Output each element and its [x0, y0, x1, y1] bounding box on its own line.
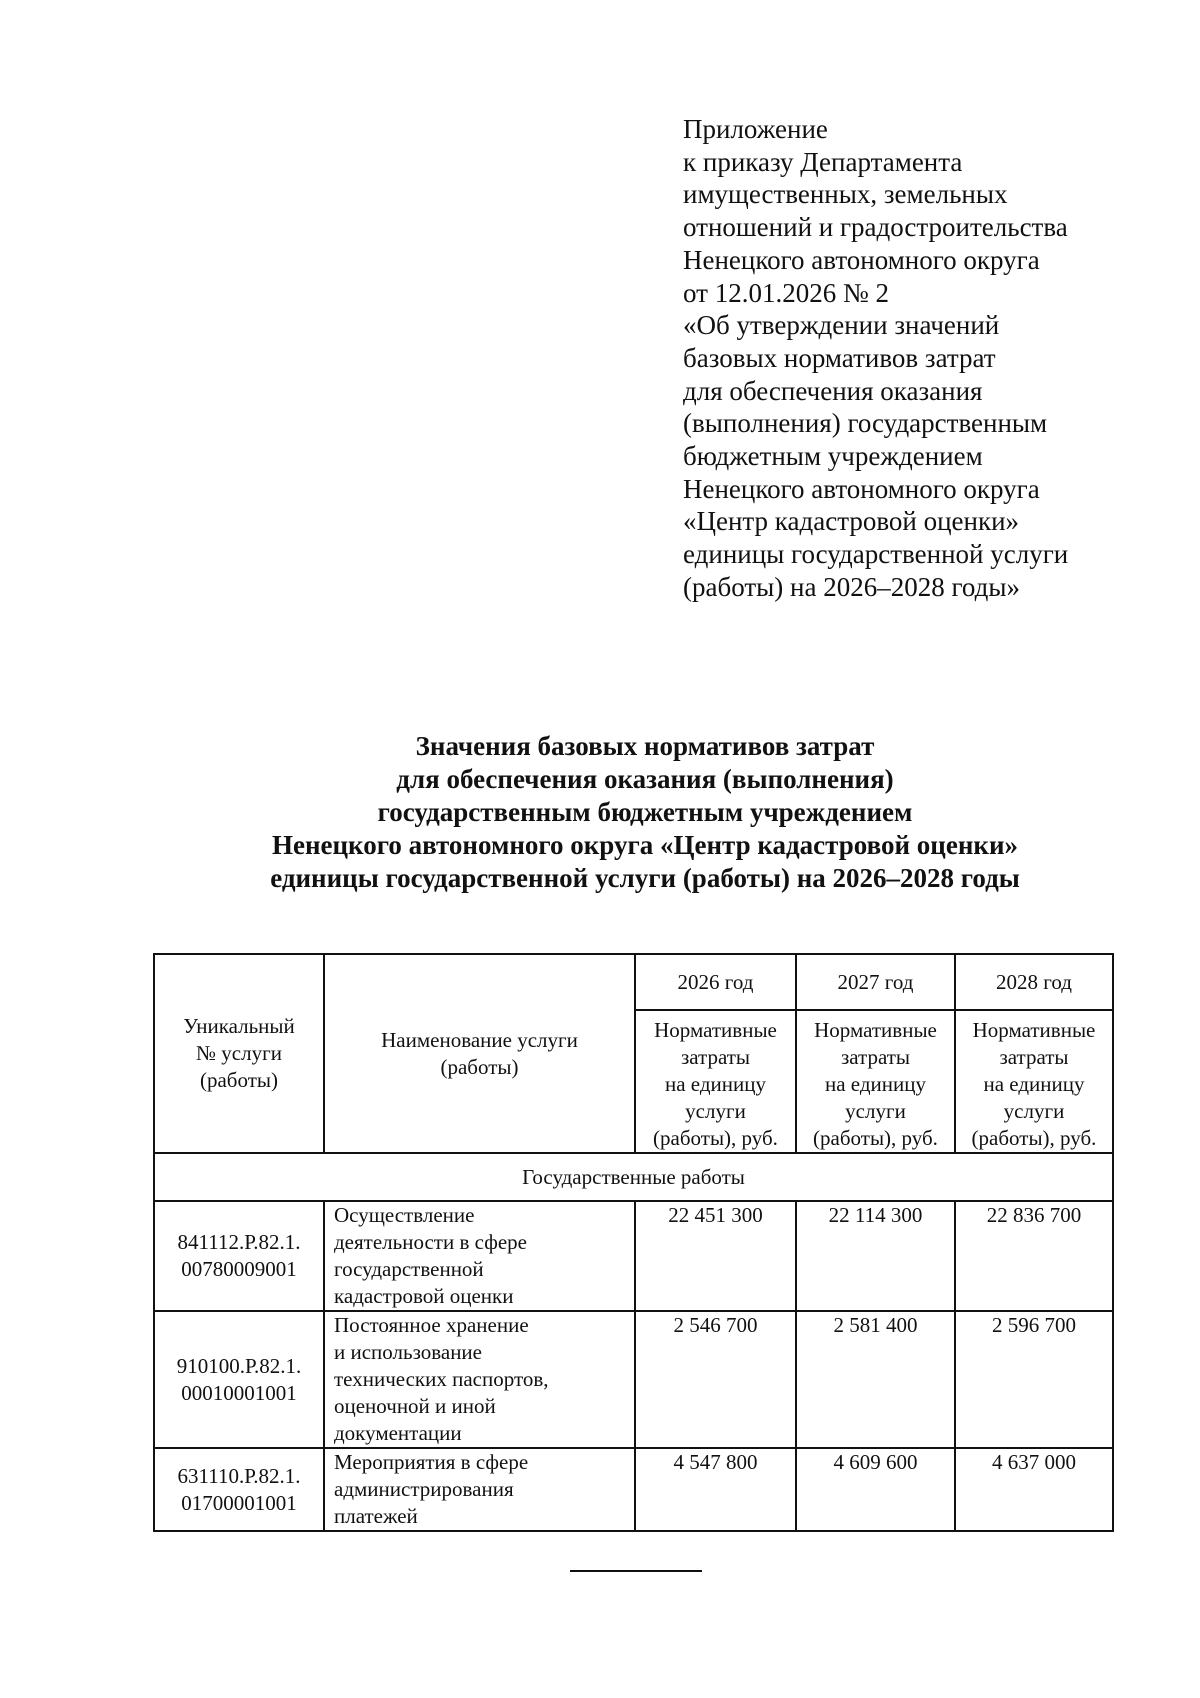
service-name-cell: [324, 1201, 635, 1311]
section-title: Государственные работы: [154, 1153, 1113, 1201]
service-code-line: 841112.Р.82.1.: [177, 1230, 301, 1254]
service-name-line: администрирования: [334, 1477, 514, 1501]
service-code-line: 00010001001: [181, 1380, 297, 1405]
header-norm-line: затраты: [840, 1045, 911, 1069]
service-name-line: оценочной и иной: [334, 1394, 496, 1418]
service-code-cell: [154, 1311, 324, 1448]
appendix-line: Ненецкого автономного округа: [683, 244, 1040, 275]
appendix-line: для обеспечения оказания: [683, 375, 983, 406]
service-name-line: платежей: [334, 1504, 418, 1528]
service-name-cell: [324, 1448, 635, 1531]
service-code-line: 01700001001: [181, 1490, 297, 1515]
service-name-line: государственной: [334, 1257, 484, 1281]
header-norm-line: (работы), руб.: [653, 1126, 778, 1150]
service-name-line: Мероприятия в сфере: [334, 1450, 529, 1474]
header-norm-line: Нормативные: [972, 1018, 1096, 1042]
table-header-row: [154, 954, 1113, 1010]
header-norm-line: затраты: [999, 1045, 1069, 1069]
service-name-line: и использование: [334, 1340, 482, 1364]
header-code-cell: [154, 954, 324, 1153]
header-norm-cell: [635, 1010, 796, 1153]
service-code-cell: [154, 1448, 324, 1531]
service-name-line: Постоянное хранение: [334, 1313, 529, 1337]
title-line: Ненецкого автономного округа «Центр кадастровой оценки»: [271, 830, 1019, 860]
header-year-2028: 2028 год: [955, 954, 1113, 1010]
footer-divider: [570, 1570, 702, 1572]
value-2026-cell: 22 451 300: [635, 1201, 796, 1311]
appendix-line: Приложение: [683, 114, 828, 144]
service-name-line: технических паспортов,: [334, 1367, 549, 1391]
header-norm-line: на единицу: [825, 1072, 926, 1096]
appendix-line: базовых нормативов затрат: [683, 342, 996, 373]
section-row: [154, 1153, 1113, 1201]
value-2028-cell: 4 637 000: [955, 1448, 1113, 1531]
header-code-line: (работы): [199, 1068, 278, 1092]
appendix-line: имущественных, земельных: [683, 179, 1008, 210]
value-2028-cell: 2 596 700: [955, 1311, 1113, 1448]
header-norm-line: услуги: [685, 1099, 746, 1123]
service-code-line: 00780009001: [181, 1257, 297, 1281]
value-2026-cell: 2 546 700: [635, 1311, 796, 1448]
appendix-line: (работы) на 2026–2028 годы»: [683, 571, 1020, 602]
title-line: для обеспечения оказания (выполнения): [396, 764, 894, 794]
header-norm-line: (работы), руб.: [971, 1126, 1097, 1150]
header-code-line: № услуги: [196, 1041, 282, 1065]
header-code-line: Уникальный: [183, 1014, 295, 1038]
appendix-line: «Об утверждении значений: [683, 310, 1000, 341]
appendix-line: единицы государственной услуги: [683, 539, 1069, 570]
header-norm-line: Нормативные: [654, 1018, 777, 1042]
table-row: [154, 1448, 1113, 1531]
document-title: [0, 730, 1200, 895]
title-line: государственным бюджетным учреждением: [377, 797, 913, 827]
header-norm-line: на единицу: [665, 1072, 766, 1096]
header-year-2026: 2026 год: [635, 954, 796, 1010]
service-name-cell: [324, 1311, 635, 1448]
title-line: единицы государственной услуги (работы) на 2026–2028 годы: [270, 863, 1020, 893]
service-code-line: 910100.Р.82.1.: [176, 1353, 302, 1378]
table-row: [154, 1311, 1113, 1448]
header-norm-line: затраты: [680, 1045, 751, 1069]
appendix-line: отношений и градостроительства: [683, 212, 1068, 243]
service-name-line: кадастровой оценки: [334, 1284, 514, 1308]
appendix-line: от 12.01.2026 № 2: [683, 277, 889, 308]
header-norm-cell: [796, 1010, 955, 1153]
cost-norms-table: [153, 953, 1114, 1532]
service-code-cell: [154, 1201, 324, 1311]
header-year-2027: 2027 год: [796, 954, 955, 1010]
service-name-line: Осуществление: [334, 1203, 475, 1227]
appendix-line: Ненецкого автономного округа: [683, 473, 1040, 504]
appendix-line: бюджетным учреждением: [683, 441, 983, 472]
value-2028-cell: 22 836 700: [955, 1201, 1113, 1311]
header-norm-cell: [955, 1010, 1113, 1153]
service-code-line: 631110.Р.82.1.: [177, 1463, 301, 1488]
value-2027-cell: 2 581 400: [796, 1311, 955, 1448]
header-name-cell: [324, 954, 635, 1153]
header-norm-line: услуги: [1003, 1099, 1065, 1123]
header-norm-line: услуги: [845, 1099, 906, 1123]
appendix-line: к приказу Департамента: [683, 146, 963, 177]
service-name-line: деятельности в сфере: [334, 1230, 527, 1254]
header-name-line: (работы): [440, 1054, 519, 1079]
header-name-line: Наименование услуги: [381, 1027, 578, 1052]
appendix-line: «Центр кадастровой оценки»: [683, 506, 1020, 537]
value-2026-cell: 4 547 800: [635, 1448, 796, 1531]
appendix-block: [683, 113, 1163, 604]
header-norm-line: Нормативные: [814, 1018, 937, 1042]
appendix-line: (выполнения) государственным: [683, 408, 1048, 439]
header-norm-line: на единицу: [983, 1072, 1085, 1096]
header-norm-line: (работы), руб.: [813, 1126, 938, 1150]
table-row: [154, 1201, 1113, 1311]
value-2027-cell: 22 114 300: [796, 1201, 955, 1311]
value-2027-cell: 4 609 600: [796, 1448, 955, 1531]
title-line: Значения базовых нормативов затрат: [415, 731, 875, 761]
service-name-line: документации: [334, 1421, 462, 1445]
